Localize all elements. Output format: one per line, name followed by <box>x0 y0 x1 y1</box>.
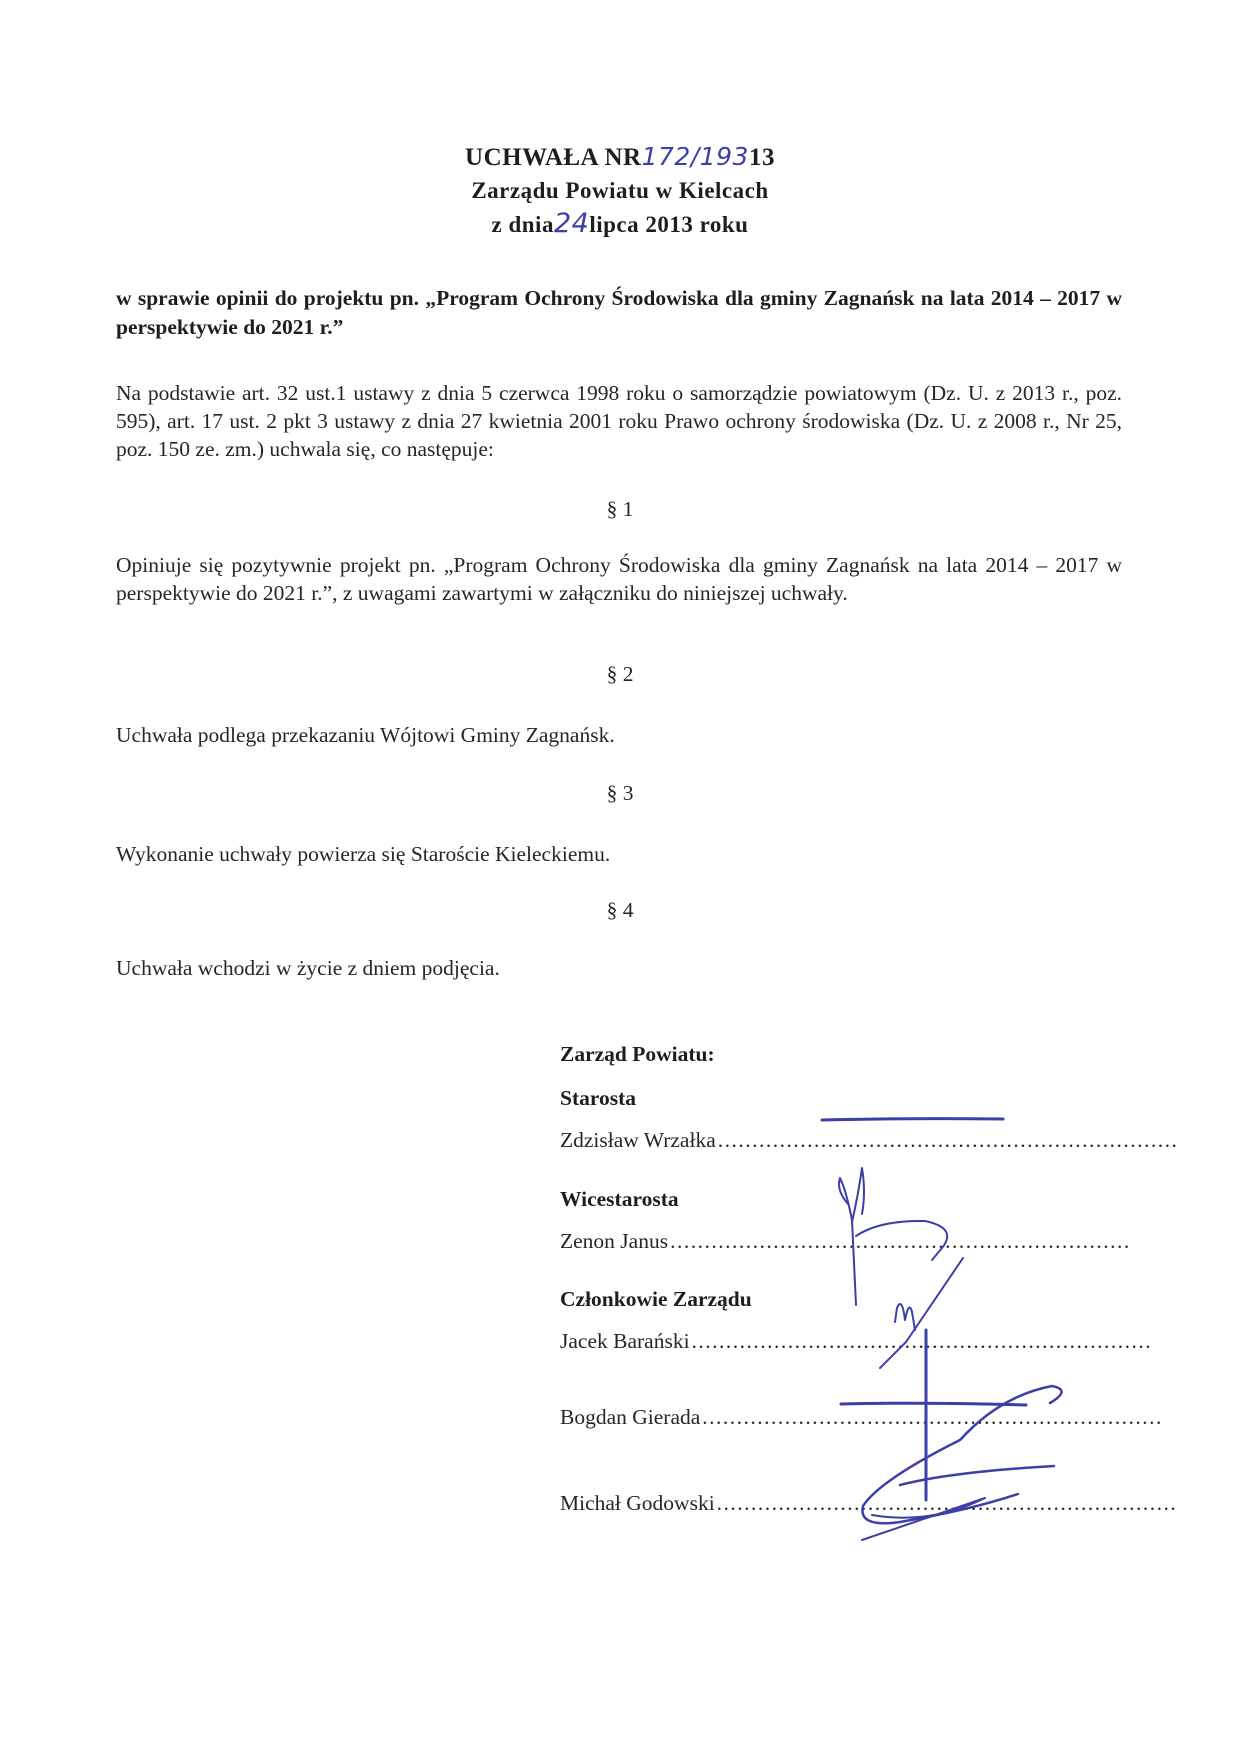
dotted-line: ................................................................... <box>716 1491 1178 1515</box>
dotted-line: ................................................................... <box>691 1329 1153 1353</box>
starosta-signature-line <box>560 1128 1179 1153</box>
member-name: Bogdan Gierada <box>560 1405 701 1429</box>
date-line <box>0 208 1240 239</box>
section-mark-3: § 3 <box>606 781 634 805</box>
handwritten-resolution-number: 172/193 <box>641 142 749 171</box>
legal-basis-paragraph: Na podstawie art. 32 ust.1 ustawy z dnia 5 czerwca 1998 roku o samorządzie powiatowym (Dz. U. z 2013 r., poz. 595), art. 17 ust. 2 pkt 3 ustawy z dnia 27 kwietnia 2001 roku Prawo ochrony środowiska (Dz. U. z 2008 r., Nr 25, poz. 150 ze. zm.) uchwala się, co następuje: <box>116 381 1122 461</box>
issuer-line: Zarządu Powiatu w Kielcach <box>471 178 769 203</box>
vice-starosta-label: Wicestarosta <box>560 1187 679 1211</box>
member-signature-stroke <box>895 1304 915 1330</box>
board-members-label: Członkowie Zarządu <box>560 1287 752 1311</box>
member-signature-line <box>560 1405 1163 1430</box>
resolution-title <box>0 142 1240 172</box>
vice-starosta-name: Zenon Janus <box>560 1229 669 1253</box>
member-signature-line <box>560 1491 1178 1516</box>
member-signature-line <box>560 1329 1153 1354</box>
dotted-line: ................................................................... <box>670 1229 1131 1253</box>
date-suffix: lipca 2013 roku <box>589 212 749 237</box>
title-suffix: 13 <box>748 144 775 171</box>
starosta-signature-stroke <box>822 1119 1003 1120</box>
member-name: Jacek Barański <box>560 1329 690 1353</box>
section-text-2: Uchwała podlega przekazaniu Wójtowi Gminy Zagnańsk. <box>116 723 615 747</box>
starosta-label: Starosta <box>560 1086 637 1110</box>
dotted-line: ................................................................... <box>702 1405 1163 1429</box>
board-heading: Zarząd Powiatu: <box>560 1042 715 1066</box>
resolution-subject: w sprawie opinii do projektu pn. „Program Ochrony Środowiska dla gminy Zagnańsk na lata 2014 – 2017 w perspektywie do 2021 r.” <box>116 286 1122 339</box>
handwritten-day: 24 <box>553 208 590 239</box>
section-text-1: Opiniuje się pozytywnie projekt pn. „Program Ochrony Środowiska dla gminy Zagnańsk na lata 2014 – 2017 w perspektywie do 2021 r.”, z uwagami zawartymi w załączniku do niniejszej uchwały. <box>116 553 1122 605</box>
section-text-4: Uchwała wchodzi w życie z dniem podjęcia. <box>116 956 500 980</box>
title-prefix: UCHWAŁA NR <box>465 144 642 171</box>
section-mark-2: § 2 <box>606 662 634 686</box>
starosta-name: Zdzisław Wrzałka <box>560 1128 716 1152</box>
date-prefix: z dnia <box>491 212 554 237</box>
member-name: Michał Godowski <box>560 1491 715 1515</box>
vice-starosta-signature-line <box>560 1229 1131 1254</box>
section-mark-1: § 1 <box>606 497 634 521</box>
section-mark-4: § 4 <box>606 898 634 922</box>
section-text-3: Wykonanie uchwały powierza się Staroście Kieleckiemu. <box>116 842 611 866</box>
dotted-line: ................................................................... <box>717 1128 1179 1152</box>
